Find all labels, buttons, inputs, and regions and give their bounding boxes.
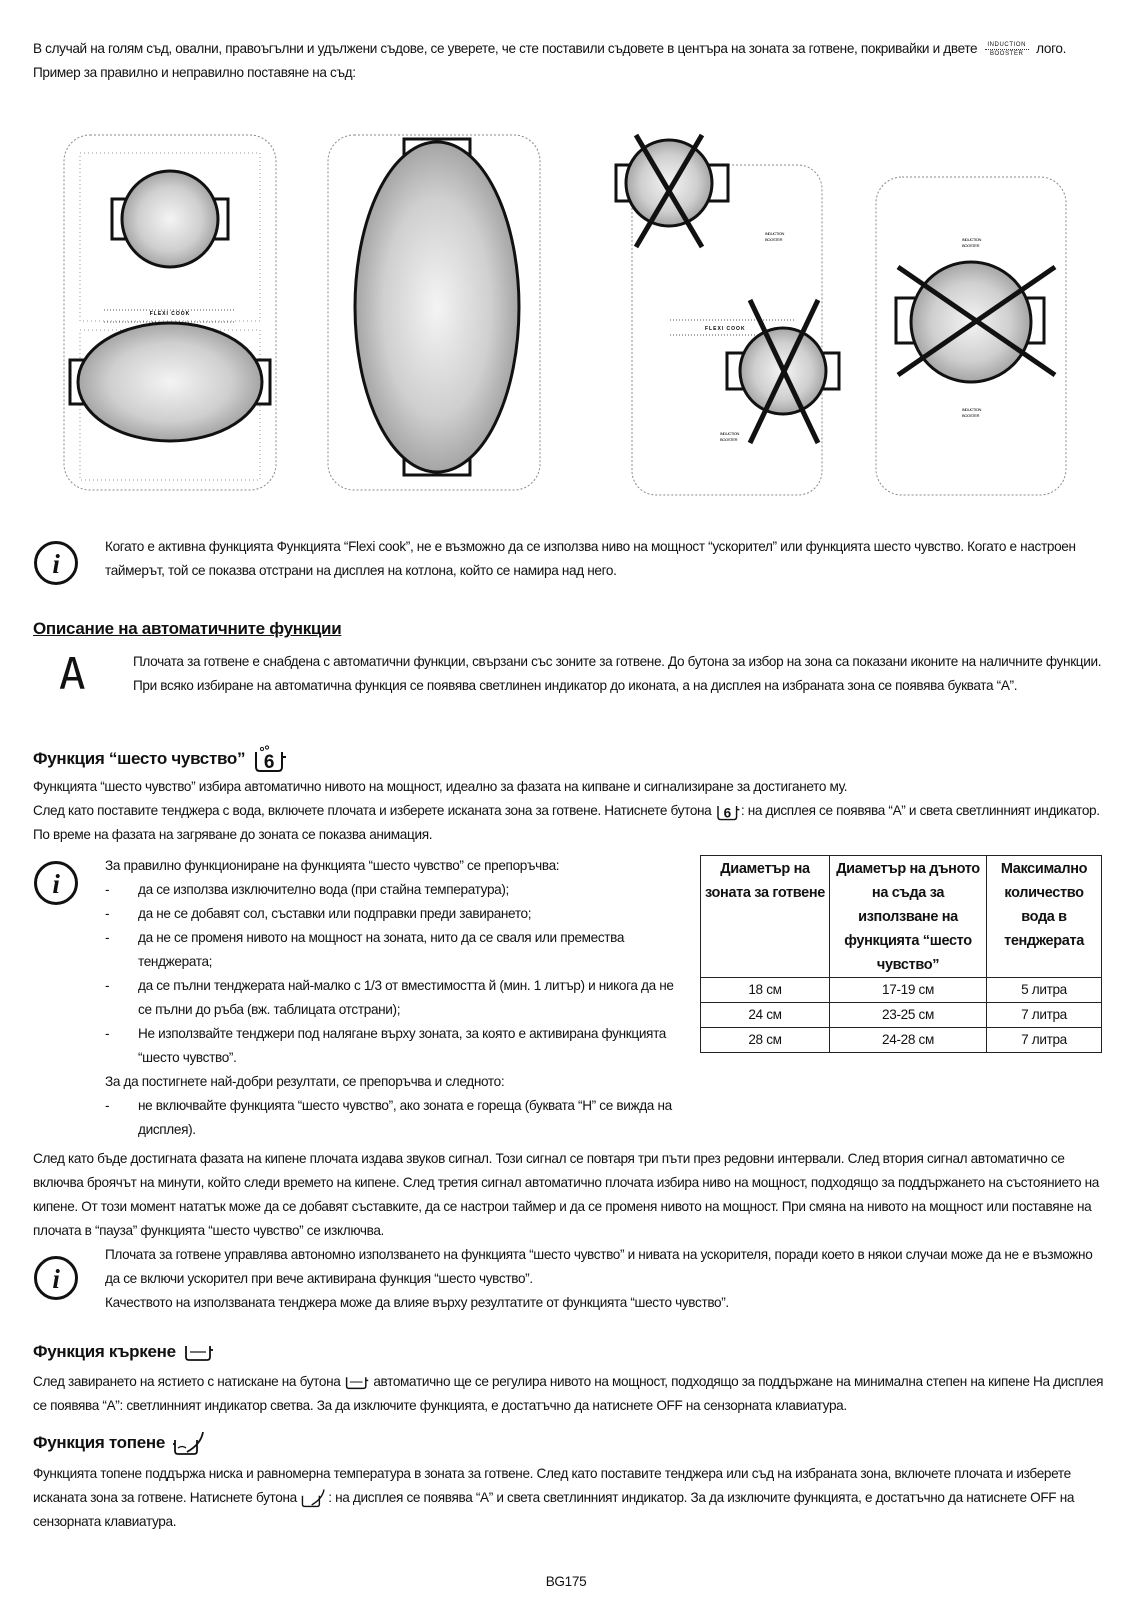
simmer-text-before: След завирането на ястието с натискане на бутона [33, 1374, 341, 1389]
svg-text:i: i [52, 869, 60, 899]
simmer-heading [33, 1340, 214, 1364]
diagram-label-booster-4b: BOOSTER [962, 413, 980, 418]
table-row [701, 978, 1102, 1003]
table-row [701, 1028, 1102, 1053]
melt-text-before: Функцията топене поддържа ниска и равномерна температура в зоната за готвене. След като поставите тенджера или съд на избраната зона, включете плочата и изберете исканата зона за готвене. Натиснете бутона [33, 1466, 1071, 1505]
diagram-label-booster-3b: BOOSTER [720, 437, 738, 442]
logo-divider [985, 49, 1029, 50]
melt-button-icon [300, 1488, 328, 1508]
tips-list [105, 878, 683, 1070]
sixth-sense-p2-after: : на дисплея се появява “A” и света светлинният индикатор. По време на фазата на загряване до зоната се показва анимация. [33, 803, 1100, 842]
table-cell: 5 литра [987, 978, 1102, 1003]
flexi-cook-note [105, 535, 1105, 583]
table-cell: 23-25 см [830, 1003, 987, 1028]
sixth-sense-icon [253, 745, 287, 773]
pot-placement-diagrams [0, 125, 1132, 510]
table-cell: 18 см [701, 978, 830, 1003]
after-boil-text: След като бъде достигната фазата на кипене плочата издава звуков сигнал. Този сигнал се повтаря три пъти през редовни интервали. След втория сигнал автоматично се включва броячът на минути, който следи времето на кипене. След третия сигнал автоматично плочата избира ниво на мощност, подходящо за поддържането на състоянието на кипене. От този момент нататък може да се добавят съставките, да се настрои таймер и да се променя нивото на мощност. При смяна на нивото на мощност или поставяне на плочата в “пауза” функцията “шесто чувство” се изключва. [33, 1151, 1100, 1238]
svg-text:i: i [52, 1264, 60, 1294]
sixth-sense-intro [33, 775, 1108, 847]
list-item: - Не използвайте тенджери под налягане върху зоната, за която е активирана функцията “шесто чувство”. [105, 1022, 683, 1070]
table-cell: 28 см [701, 1028, 830, 1053]
sixth-sense-tips [105, 854, 683, 1142]
melt-text [33, 1462, 1108, 1534]
melt-text-after: : на дисплея се появява “A” и света светлинният индикатор. За да изключите функцията, е достатъчно да натиснете OFF на сензорната клавиатура. [33, 1490, 1075, 1529]
svg-text:6: 6 [264, 752, 275, 773]
list-item: - да се използва изключително вода (при стайна температура); [105, 878, 683, 902]
diagram-label-flexi: FLEXI COOK [149, 311, 191, 317]
page-number: BG175 [545, 1574, 587, 1589]
list-item: - не включвайте функцията “шесто чувство”, ако зоната е гореща (буквата “H” се вижда на дисплея). [105, 1094, 683, 1142]
svg-text:i: i [52, 549, 60, 579]
diagram-correct-two-pots [64, 135, 276, 490]
display-a-symbol: A [59, 649, 86, 700]
info-icon [33, 1255, 79, 1301]
simmer-title: Функция къркене [33, 1342, 176, 1361]
table-cell: 7 литра [987, 1003, 1102, 1028]
sixth-sense-p1: Функцията “шесто чувство” избира автоматично нивото на мощност, идеално за фазата на кипване и сигнализиране за достигането му. [33, 779, 848, 794]
sixth-sense-heading [33, 745, 287, 773]
tips-intro: За правилно функциониране на функцията “шесто чувство” се препоръчва: [105, 858, 560, 873]
after-boil-paragraph [33, 1147, 1108, 1243]
table-row [701, 1003, 1102, 1028]
diagram-label-induction-4a: INDUCTION [962, 237, 982, 242]
auto-functions-heading: Описание на автоматичните функции [33, 619, 342, 638]
sixth-sense-button-icon [715, 801, 741, 821]
induction-booster-logo [985, 42, 1029, 57]
melt-icon [173, 1430, 207, 1456]
melt-heading [33, 1430, 207, 1456]
table-cell: 7 литра [987, 1028, 1102, 1053]
sixth-sense-p2 [33, 799, 1108, 847]
best-results-list [105, 1094, 683, 1142]
booster-note [105, 1243, 1105, 1315]
list-item: - да не се променя нивото на мощност на зоната, нито да се сваля или премества тенджерата; [105, 926, 683, 974]
logo-top-text: INDUCTION [987, 41, 1027, 48]
list-item: - да не се добавят сол, съставки или подправки преди завирането; [105, 902, 683, 926]
water-capacity-table [700, 855, 1102, 1053]
melt-paragraph [33, 1462, 1108, 1534]
intro-line-2: Пример за правилно и неправилно поставяне на съд: [33, 65, 356, 80]
intro-line-1 [33, 37, 1108, 61]
diagram-incorrect-between-zones [876, 177, 1066, 495]
intro-line-1-text: В случай на голям съд, овални, правоъгълни и удължени съдове, се уверете, че сте поставили съдовете в центъра на зоната за готвене, покривайки и двете [33, 41, 978, 56]
logo-bottom-text: BOOSTER [989, 50, 1024, 57]
diagram-label-induction-3a: INDUCTION [765, 231, 785, 236]
sixth-sense-title: Функция “шесто чувство” [33, 749, 246, 768]
info-icon [33, 540, 79, 586]
intro-line-1-end: лого. [1036, 41, 1067, 56]
best-results-intro: За да постигнете най-добри резултати, се препоръчва и следното: [105, 1074, 505, 1089]
booster-note-line-1: Плочата за готвене управлява автономно използването на функцията “шесто чувство” и нивата на ускорителя, поради което в някои случаи може да не е възможно да се включи ускорител при вече активирана функция “шесто чувство”. [105, 1247, 1093, 1286]
diagram-correct-oval-pot [328, 135, 540, 490]
table-cell: 24 см [701, 1003, 830, 1028]
diagram-label-induction-3b: INDUCTION [720, 431, 740, 436]
auto-functions-paragraph: Плочата за готвене е снабдена с автоматични функции, свързани със зоните за готвене. До бутона за избор на зона са показани иконите на наличните функции. При всяко избиране на автоматична функция се появява светлинен индикатор до иконата, а на дисплея на избраната зона се появява буквата “A”. [133, 654, 1102, 693]
diagram-incorrect-off-center [616, 135, 839, 495]
booster-note-line-2: Качеството на използваната тенджера може да влияе върху резултатите от функцията “шесто чувство”. [105, 1295, 729, 1310]
simmer-button-icon [344, 1374, 370, 1390]
list-item: - да се пълни тенджерата най-малко с 1/3 от вместимостта й (мин. 1 литър) и никога да не се пълни до ръба (вж. таблицата отстрани); [105, 974, 683, 1022]
auto-functions-text [133, 650, 1103, 698]
table-header-zone-diameter: Диаметър на зоната за готвене [701, 856, 830, 978]
diagram-label-induction-4b: INDUCTION [962, 407, 982, 412]
diagram-label-flexi-3: FLEXI COOK [705, 326, 746, 332]
table-header-max-water: Максимално количество вода в тенджерата [987, 856, 1102, 978]
simmer-text-after: автоматично ще се регулира нивото на мощност, подходящо за поддържане на минимална степен на кипене На дисплея се появява “A”: светлинният индикатор светва. За да изключите функцията, е достатъчно да натиснете OFF на сензорната клавиатура. [33, 1374, 1104, 1413]
simmer-icon [184, 1342, 214, 1362]
info-icon [33, 860, 79, 906]
table-cell: 17-19 см [830, 978, 987, 1003]
svg-text:6: 6 [723, 805, 731, 821]
intro-text [33, 37, 1108, 85]
diagram-label-booster-3a: BOOSTER [765, 237, 783, 242]
simmer-text [33, 1370, 1108, 1418]
table-cell: 24-28 см [830, 1028, 987, 1053]
simmer-paragraph [33, 1370, 1108, 1418]
melt-title: Функция топене [33, 1433, 166, 1452]
table-header-pot-diameter: Диаметър на дъното на съда за използване на функцията “шесто чувство” [830, 856, 987, 978]
flexi-cook-note-text: Когато е активна функцията Функцията “Flexi cook”, не е възможно да се използва ниво на мощност “ускорител” или функцията шесто чувство. Когато е настроен таймерът, той се показва отстрани на дисплея на котлона, който се намира над него. [105, 539, 1076, 578]
table-header-row [701, 856, 1102, 978]
diagram-label-booster-4a: BOOSTER [962, 243, 980, 248]
sixth-sense-p2-before: След като поставите тенджера с вода, включете плочата и изберете исканата зона за готвене. Натиснете бутона [33, 803, 712, 818]
